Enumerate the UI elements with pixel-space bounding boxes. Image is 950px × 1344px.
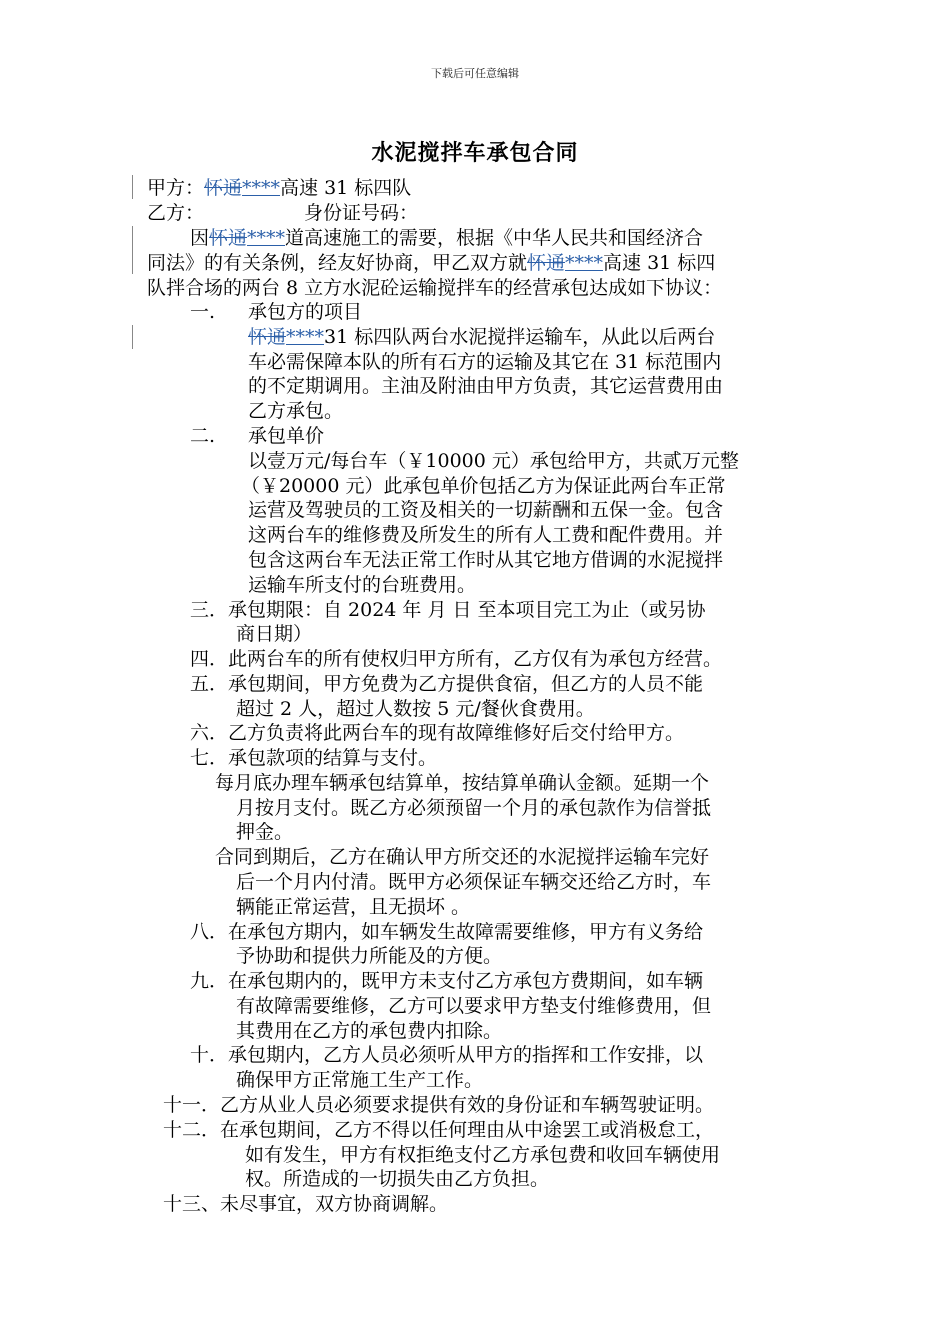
section-7-para-1-line: 押金。	[236, 821, 294, 843]
party-a-line: 甲方：怀通****高速 31 标四队	[147, 177, 412, 199]
contract-title: 水泥搅拌车承包合同	[371, 140, 579, 166]
section-1-line-2: 车必需保障本队的所有石方的运输及其它在 31 标范围内	[248, 351, 722, 373]
section-2-line: （￥20000 元）此承包单价包括乙方为保证此两台车正常	[241, 475, 726, 497]
section-2-line: 运输车所支付的台班费用。	[248, 574, 477, 596]
section-9-line-1: 九．在承包期内的，既甲方未支付乙方承包方费期间，如车辆	[190, 970, 704, 992]
section-10-line-1: 十．承包期内，乙方人员必须听从甲方的指挥和工作安排，以	[190, 1044, 704, 1066]
section-10-line-2: 确保甲方正常施工生产工作。	[236, 1069, 484, 1091]
section-1-line-4: 乙方承包。	[248, 400, 344, 422]
inserted-text: ****	[242, 177, 281, 199]
intro-line-3: 队拌合场的两台 8 立方水泥砼运输搅拌车的经营承包达成如下协议：	[147, 277, 723, 299]
section-3-line-1: 三．承包期限：自 2024 年 月 日 至本项目完工为止（或另协	[190, 599, 706, 621]
section-2-number: 二.	[190, 425, 216, 447]
section-6-line: 六．乙方负责将此两台车的现有故障维修好后交付给甲方。	[190, 722, 685, 744]
section-8-line-1: 八．在承包方期内，如车辆发生故障需要维修，甲方有义务给	[190, 921, 704, 943]
section-5-line-2: 超过 2 人，超过人数按 5 元/餐伙食费用。	[236, 698, 595, 720]
section-8-line-2: 予协助和提供力所能及的方便。	[236, 945, 503, 967]
change-bar	[132, 226, 133, 274]
section-2-line: 这两台车的维修费及所发生的所有人工费和配件费用。并	[248, 524, 724, 546]
section-7-line-1: 七．承包款项的结算与支付。	[190, 747, 438, 769]
section-9-line-3: 其费用在乙方的承包费内扣除。	[236, 1020, 503, 1042]
section-4-line: 四．此两台车的所有使权归甲方所有，乙方仅有为承包方经营。	[190, 648, 723, 670]
section-1-line-1: 怀通****31 标四队两台水泥搅拌运输车，从此以后两台	[248, 326, 716, 348]
section-7-para-1-line: 月按月支付。既乙方必须预留一个月的承包款作为信誉抵	[236, 797, 712, 819]
section-3-line-2: 商日期）	[236, 623, 313, 645]
section-12-line-2: 如有发生，甲方有权拒绝支付乙方承包费和收回车辆使用	[245, 1144, 721, 1166]
party-b-line: 乙方： 身份证号码：	[147, 202, 419, 224]
intro-line-1: 因怀通****道高速施工的需要，根据《中华人民共和国经济合	[190, 227, 704, 249]
deleted-text: 怀通	[204, 177, 243, 199]
section-11-line: 十一．乙方从业人员必须要求提供有效的身份证和车辆驾驶证明。	[163, 1094, 715, 1116]
section-2-title: 承包单价	[248, 425, 325, 447]
section-2-line: 运营及驾驶员的工资及相关的一切薪酬和五保一金。包含	[248, 499, 724, 521]
section-5-line-1: 五．承包期间，甲方免费为乙方提供食宿，但乙方的人员不能	[190, 673, 704, 695]
section-12-line-3: 权。所造成的一切损失由乙方负担。	[245, 1168, 550, 1190]
section-1-title: 承包方的项目	[248, 301, 363, 323]
section-9-line-2: 有故障需要维修，乙方可以要求甲方垫支付维修费用，但	[236, 995, 712, 1017]
section-7-para-2-line: 辆能正常运营，且无损坏 。	[236, 896, 471, 918]
section-7-para-2-line: 后一个月内付清。既甲方必须保证车辆交还给乙方时，车	[236, 871, 712, 893]
change-bar	[132, 175, 133, 199]
section-7-para-2-line: 合同到期后，乙方在确认甲方所交还的水泥搅拌运输车完好	[215, 846, 710, 868]
section-2-line: 包含这两台车无法正常工作时从其它地方借调的水泥搅拌	[248, 549, 724, 571]
section-2-line: 以壹万元/每台车（￥10000 元）承包给甲方，共贰万元整	[248, 450, 739, 472]
change-bar	[132, 325, 133, 349]
intro-line-2: 同法》的有关条例，经友好协商，甲乙双方就怀通****高速 31 标四	[147, 252, 716, 274]
section-1-number: 一.	[190, 301, 216, 323]
section-13-line: 十三、未尽事宜，双方协商调解。	[163, 1193, 449, 1215]
header-note: 下载后可任意编辑	[431, 67, 519, 80]
section-7-para-1-line: 每月底办理车辆承包结算单，按结算单确认金额。延期一个	[215, 772, 710, 794]
section-1-line-3: 的不定期调用。主油及附油由甲方负责，其它运营费用由	[248, 375, 724, 397]
section-12-line-1: 十二．在承包期间，乙方不得以任何理由从中途罢工或消极怠工，	[163, 1119, 715, 1141]
